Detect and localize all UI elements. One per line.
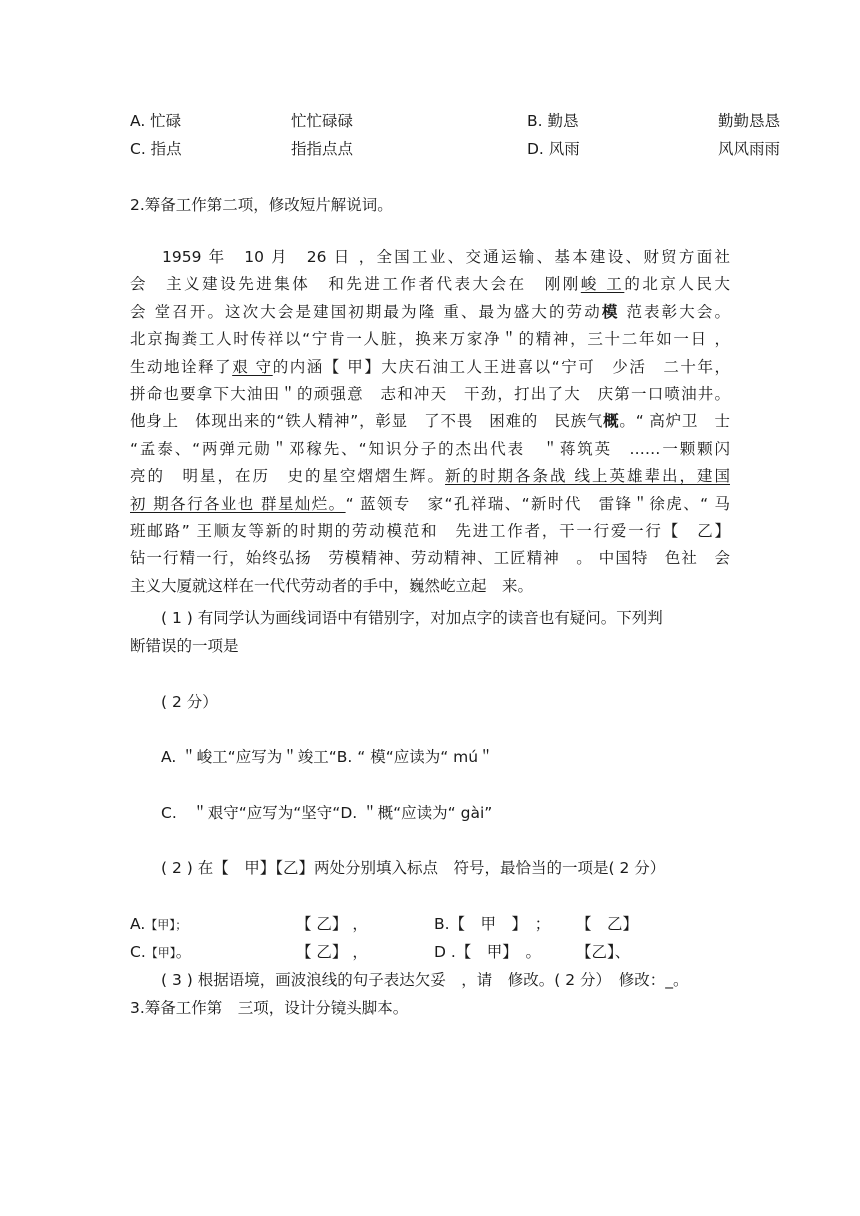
q2-option-d-yi: 【乙】、 bbox=[576, 943, 631, 961]
passage-line-12: 钻一行精一行，始终弘扬 劳模精神、劳动精神、工匠精神 。 中国特 色社 会 bbox=[130, 549, 730, 568]
dotted-char-mo: 模 bbox=[601, 302, 620, 321]
passage-line-6: 拼命也要拿下大油田＂的顽强意 志和冲天 干劲，打出了大 庆第一口喷油井。 bbox=[130, 385, 730, 404]
option-a-word: 忙忙碌碌 bbox=[291, 112, 354, 130]
option-d-word: 风风雨雨 bbox=[718, 140, 781, 158]
option-c-label: C. 指点 bbox=[130, 140, 182, 158]
q1-stem-line-2: 断错误的一项是 bbox=[130, 637, 239, 655]
q1-options-cd: C. ＂艰守“应写为“坚守“D. ＂概“应读为“ gài” bbox=[161, 804, 493, 822]
passage-line-10: 初 期各行各业也 群星灿烂。“ 蓝领专 家“孔祥瑞、“新时代 雷锋＂徐虎、“ 马 bbox=[130, 494, 730, 513]
underlined-word-jungong: 峻 工 bbox=[580, 275, 625, 294]
option-a-label: A. 忙碌 bbox=[130, 112, 182, 130]
option-b-label: B. 勤恳 bbox=[527, 112, 579, 130]
task2-heading: 2.筹备工作第二项，修改短片解说词。 bbox=[130, 196, 393, 214]
passage-line-13: 主义大厦就这样在一代代劳动者的手中，巍然屹立起 来。 bbox=[130, 576, 534, 595]
underlined-word-jianshou: 艰 守 bbox=[232, 357, 273, 376]
passage-line-7: 他身上 体现出来的“铁人精神”，彰显 了不畏 困难的 民族气概。“ 高炉卫 士 bbox=[130, 412, 730, 431]
passage-line-3: 会 堂召开。这次大会是建国初期最为隆 重、最为盛大的劳动模 范表彰大会。 bbox=[130, 302, 730, 321]
dotted-char-gai: 概 bbox=[603, 412, 620, 431]
passage-line-9: 亮的 明星，在历 史的星空熠熠生辉。新的时期各条战 线上英雄辈出，建国 bbox=[130, 467, 730, 486]
option-d-label: D. 风雨 bbox=[527, 140, 580, 158]
option-b-word: 勤勤恳恳 bbox=[718, 112, 781, 130]
q1-score: ( 2 分） bbox=[161, 693, 218, 711]
q2-option-b-yi: 【 乙】 bbox=[576, 915, 639, 933]
passage-line-4: 北京掏粪工人时传祥以“宁肯一人脏，换来万家净＂的精神，三十二年如一日 ， bbox=[130, 330, 730, 349]
q3-answer-blank[interactable]: _ bbox=[665, 971, 674, 989]
q2-option-a-yi: 【 乙】 ， bbox=[296, 915, 368, 933]
passage-line-8: “孟泰、“两弹元勋＂邓稼先、“知识分子的杰出代表 ＂蒋筑英 ……一颗颗闪 bbox=[130, 439, 730, 458]
q2-option-d: D .【 甲】 。 bbox=[434, 943, 542, 961]
q1-stem-line-1: ( 1 ) 有同学认为画线词语中有错别字，对加点字的读音也有疑问。下列判 bbox=[161, 609, 663, 627]
passage-line-1: 1959 年 10 月 26 日 ，全国工业、交通运输、基本建设、财贸方面社 bbox=[162, 248, 730, 266]
task3-heading: 3.筹备工作第 三项，设计分镜头脚本。 bbox=[130, 999, 409, 1017]
option-c-word: 指指点点 bbox=[291, 140, 354, 158]
q1-options-ab: A. ＂峻工“应写为＂竣工“B. “ 模“应读为“ mú＂ bbox=[161, 748, 494, 766]
passage-line-5: 生动地诠释了艰 守的内涵【 甲】大庆石油工人王进喜以“宁可 少活 二十年， bbox=[130, 357, 730, 376]
passage bbox=[130, 244, 730, 600]
passage-line-2: 会 主义建设先进集体 和先进工作者代表大会在 刚刚峻 工的北京人民大 bbox=[130, 275, 730, 294]
q2-stem: ( 2 ) 在【 甲】【乙】两处分别填入标点 符号，最恰当的一项是( 2 分） bbox=[161, 859, 666, 877]
q2-option-a: A.【甲】； bbox=[130, 915, 188, 933]
q2-option-c-yi: 【 乙】 ， bbox=[296, 943, 368, 961]
q3-line: ( 3 ) 根据语境，画波浪线的句子表达欠妥 ，请 修改。( 2 分） 修改：_。 bbox=[161, 971, 689, 989]
q2-option-b: B.【 甲 】 ； bbox=[434, 915, 551, 933]
wavy-sentence-part-1: 新的时期各条战 线上英雄辈出，建国 bbox=[445, 467, 730, 486]
wavy-sentence-part-2: 初 期各行各业也 群星灿烂。 bbox=[130, 494, 346, 513]
passage-line-11: 班邮路” 王顺友等新的时期的劳动模范和 先进工作者，干一行爱一行【 乙】 bbox=[130, 522, 730, 541]
q2-option-c: C.【甲】。 bbox=[130, 943, 192, 961]
